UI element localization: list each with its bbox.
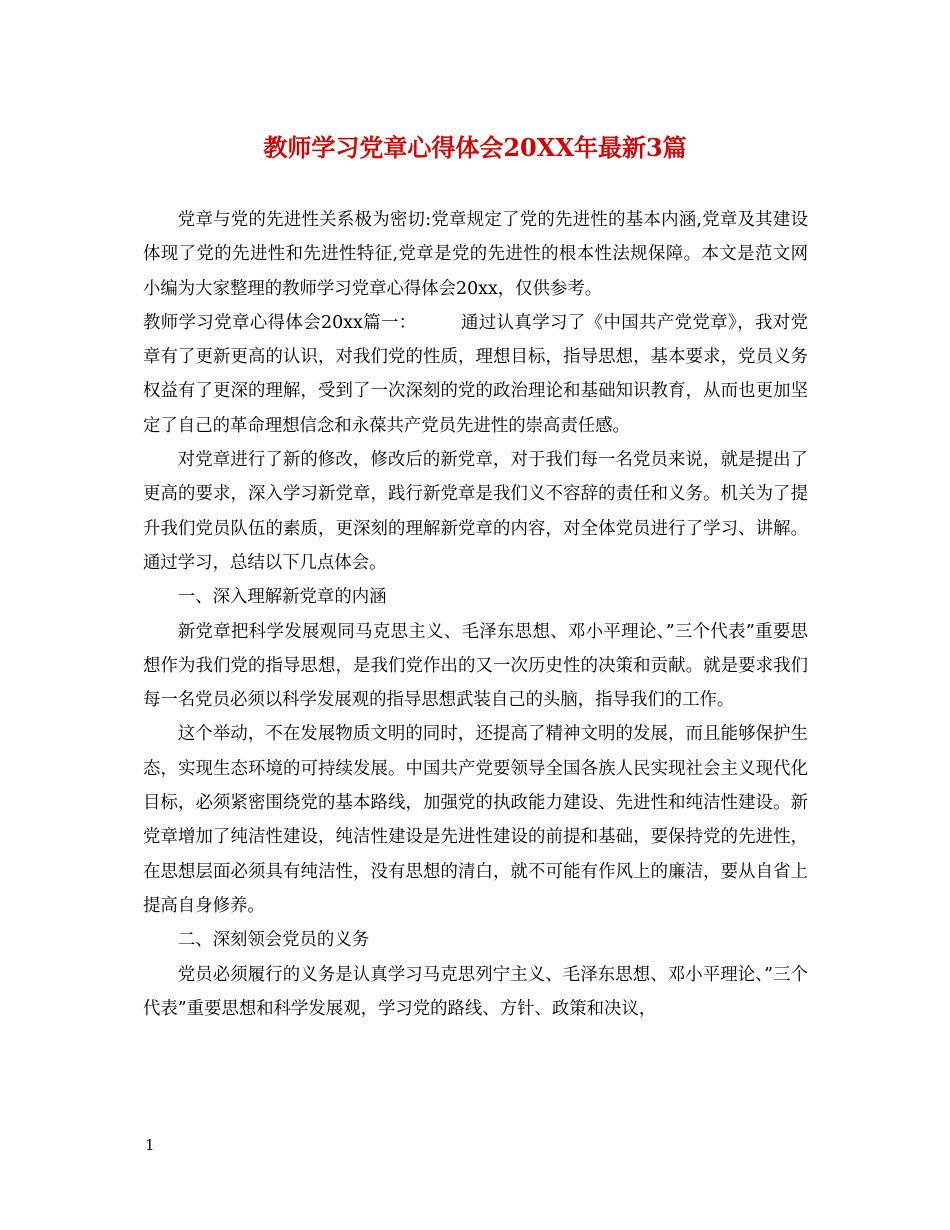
part-one-text: 通过认真学习了《中国共产党党章》，我对党章有了更新更高的认识，对我们党的性质，理想目标，指导思想，基本要求，党员义务权益有了更深的理解，受到了一次深刻的党的政治理论和基础知识教育，从而也更加坚定了自己的革命理想信念和永葆共产党员先进性的崇高责任感。: [143, 312, 808, 436]
part-one-paragraph: [143, 306, 808, 443]
paragraph-2: 对党章进行了新的修改，修改后的新党章，对于我们每一名党员来说，就是提出了更高的要求，深入学习新党章，践行新党章是我们义不容辞的责任和义务。机关为了提升我们党员队伍的素质，更深刻的理解新党章的内容，对全体党员进行了学习、讲解。通过学习，总结以下几点体会。: [143, 450, 808, 573]
section-heading-2: 二、深刻领会党员的义务: [177, 930, 370, 951]
paragraph-3: 新党章把科学发展观同马克思主义、毛泽东思想、邓小平理论、”三个代表”重要思想作为我们党的指导思想，是我们党作出的又一次历史性的决策和贡献。就是要求我们每一名党员必须以科学发展观的指导思想武装自己的头脑，指导我们的工作。: [143, 621, 808, 711]
document-body: [143, 203, 808, 1026]
paragraph-5: 党员必须履行的义务是认真学习马克思列宁主义、毛泽东思想、邓小平理论、”三个代表”重要思想和科学发展观，学习党的路线、方针、政策和决议，: [143, 964, 808, 1019]
document-title: 教师学习党章心得体会20XX年最新3篇: [263, 133, 687, 162]
section-heading-1: 一、深入理解新党章的内涵: [177, 587, 387, 608]
page-number: 1: [145, 1136, 155, 1154]
intro-paragraph: 党章与党的先进性关系极为密切:党章规定了党的先进性的基本内涵,党章及其建设体现了党的先进性和先进性特征,党章是党的先进性的根本性法规保障。本文是范文网小编为大家整理的教师学习党章心得体会20xx，仅供参考。: [143, 210, 808, 299]
paragraph-4: 这个举动，不在发展物质文明的同时，还提高了精神文明的发展，而且能够保护生态，实现生态环境的可持续发展。中国共产党要领导全国各族人民实现社会主义现代化目标，必须紧密围绕党的基本路线，加强党的执政能力建设、先进性和纯洁性建设。新党章增加了纯洁性建设，纯洁性建设是先进性建设的前提和基础，要保持党的先进性，在思想层面必须具有纯洁性，没有思想的清白，就不可能有作风上的廉洁，要从自省上提高自身修养。: [143, 724, 808, 916]
part-one-label: 教师学习党章心得体会20xx篇一：: [143, 312, 417, 333]
